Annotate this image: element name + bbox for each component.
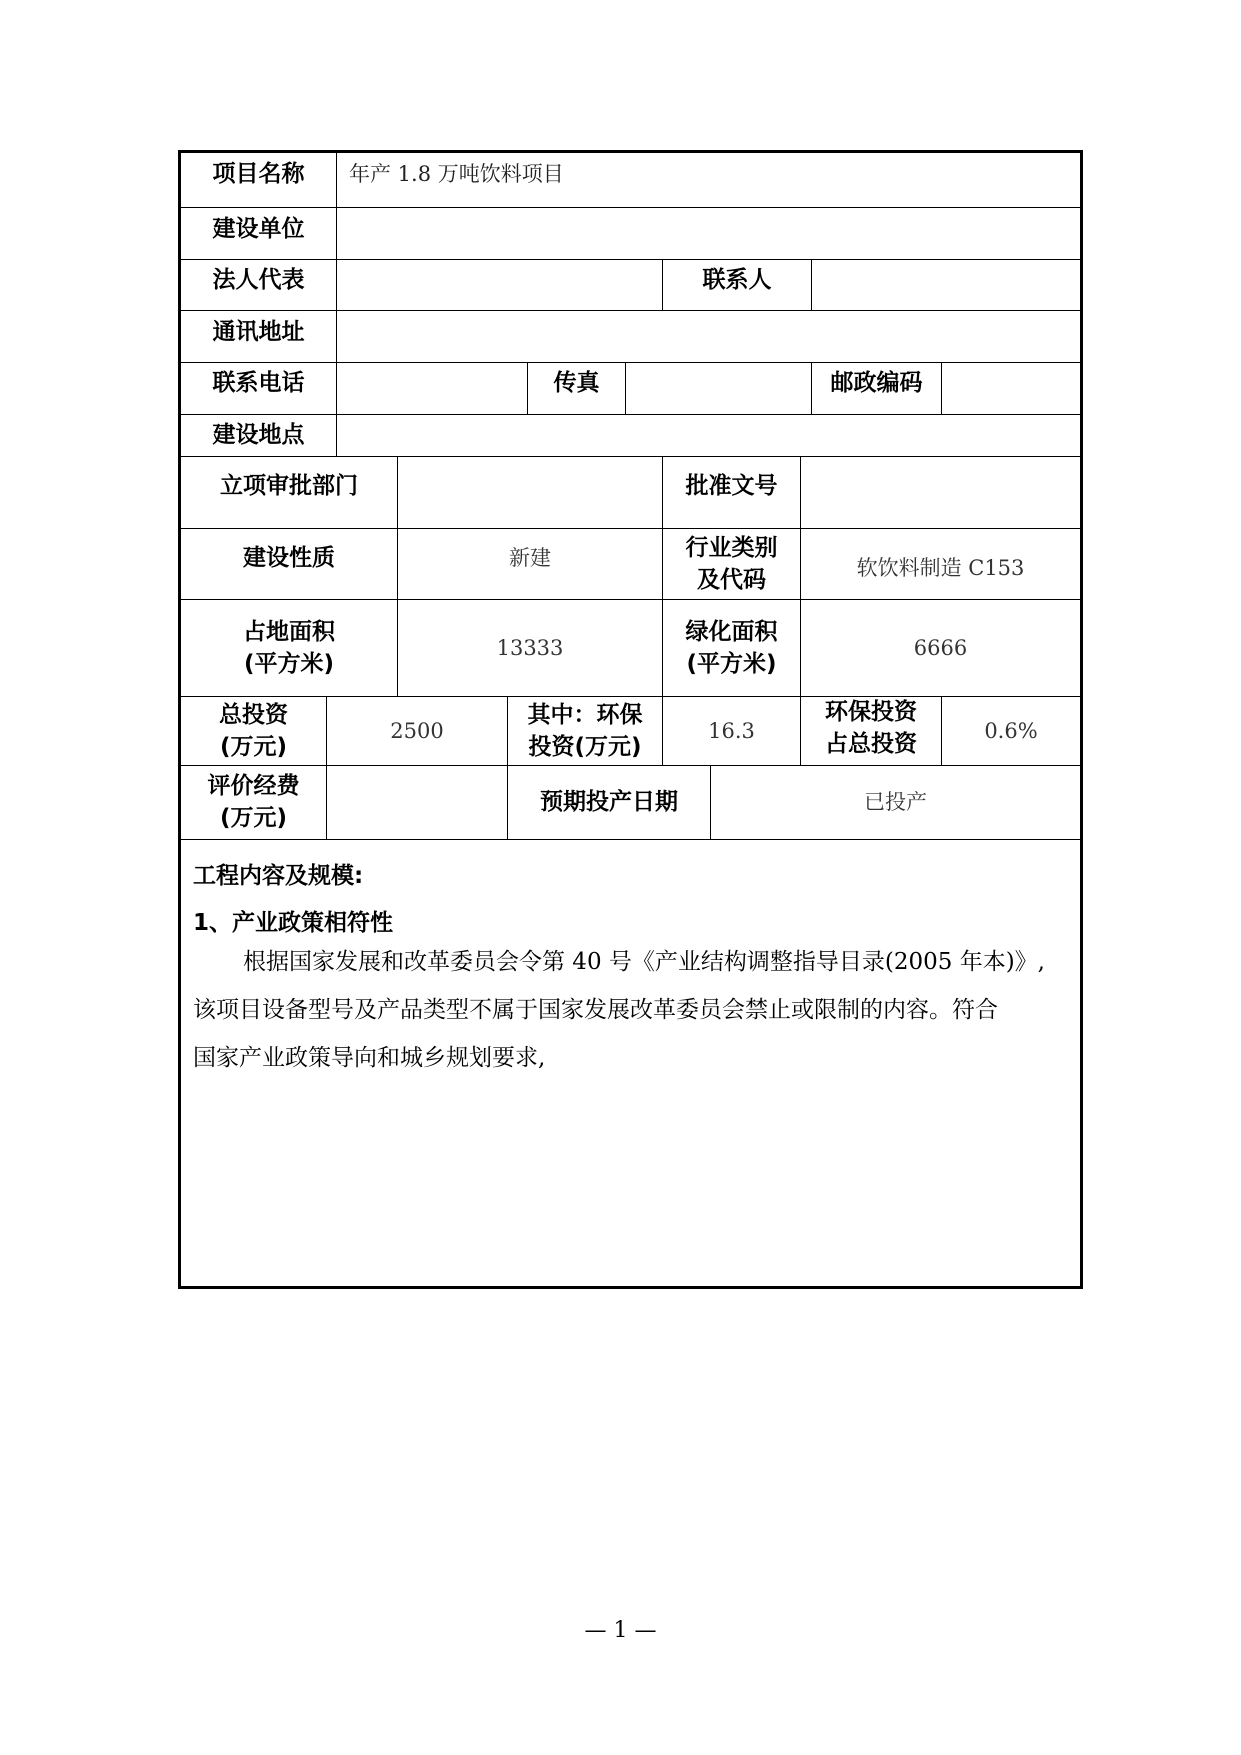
env-invest-label-line2: 投资(万元) xyxy=(528,733,642,760)
expected-date-value: 已投产 xyxy=(864,790,927,814)
section1-title: 1、产业政策相符性 xyxy=(193,910,394,936)
env-ratio-value: 0.6% xyxy=(984,718,1038,743)
env-invest-label xyxy=(508,696,662,765)
para-line-3: 国家产业政策导向和城乡规划要求, xyxy=(193,1045,546,1071)
para-line-2: 该项目设备型号及产品类型不属于国家发展改革委员会禁止或限制的内容。符合 xyxy=(193,997,998,1023)
postcode-label: 邮政编码 xyxy=(830,370,923,396)
total-invest-label xyxy=(181,696,326,765)
total-invest-value: 2500 xyxy=(390,718,444,743)
land-area-label xyxy=(181,599,397,696)
builder-label: 建设单位 xyxy=(212,216,305,242)
env-invest-label-line1: 其中：环保 xyxy=(527,701,643,728)
approval-dept-value xyxy=(398,456,662,528)
industry-label-line2: 及代码 xyxy=(697,566,766,593)
phone-label: 联系电话 xyxy=(212,370,305,396)
fax-value xyxy=(626,362,811,414)
land-area-value: 13333 xyxy=(496,635,564,660)
expected-date-label: 预期投产日期 xyxy=(540,789,678,815)
industry-label-line1: 行业类别 xyxy=(685,534,778,561)
project-info-form xyxy=(178,150,1083,1289)
total-invest-label-line2: (万元) xyxy=(219,733,288,760)
env-ratio-label xyxy=(801,696,941,760)
approval-dept-label: 立项审批部门 xyxy=(220,473,358,499)
green-area-value: 6666 xyxy=(913,635,968,660)
content-heading: 工程内容及规模: xyxy=(193,863,364,889)
site-label: 建设地点 xyxy=(212,422,305,448)
page-number: — 1 — xyxy=(584,1618,657,1643)
nature-value: 新建 xyxy=(509,546,551,570)
green-area-label-line2: (平方米) xyxy=(686,650,777,677)
site-value xyxy=(349,414,1069,456)
legal-rep-value xyxy=(337,259,662,310)
eval-fee-value xyxy=(327,765,507,839)
para-line-1: 根据国家发展和改革委员会令第 40 号《产业结构调整指导目录(2005 年本)》, xyxy=(243,949,1045,975)
land-area-label-line1: 占地面积 xyxy=(243,618,335,645)
postcode-value xyxy=(942,362,1080,414)
env-invest-value: 16.3 xyxy=(708,718,755,743)
env-ratio-label-line1: 环保投资 xyxy=(825,699,917,725)
green-area-label-line1: 绿化面积 xyxy=(685,618,778,645)
env-ratio-label-line2: 占总投资 xyxy=(825,731,917,757)
approval-no-value xyxy=(801,456,1080,528)
land-area-label-line2: (平方米) xyxy=(243,650,335,677)
eval-fee-label xyxy=(181,765,326,839)
address-label: 通讯地址 xyxy=(212,319,305,345)
contact-value xyxy=(812,259,1080,310)
row-divider xyxy=(181,839,1080,840)
phone-value xyxy=(337,362,527,414)
industry-value: 软饮料制造 C153 xyxy=(856,555,1025,580)
fax-label: 传真 xyxy=(553,370,600,396)
legal-rep-label: 法人代表 xyxy=(212,267,305,293)
eval-fee-label-line2: (万元) xyxy=(219,805,288,831)
project-name-label: 项目名称 xyxy=(212,161,305,187)
project-name-value: 年产 1.8 万吨饮料项目 xyxy=(349,162,564,186)
industry-label xyxy=(663,528,800,599)
builder-value xyxy=(349,207,1069,259)
address-value xyxy=(349,310,1069,362)
nature-label: 建设性质 xyxy=(243,545,335,571)
contact-label: 联系人 xyxy=(702,267,772,293)
approval-no-label: 批准文号 xyxy=(685,473,778,499)
eval-fee-label-line1: 评价经费 xyxy=(207,773,300,799)
green-area-label xyxy=(663,599,800,696)
total-invest-label-line1: 总投资 xyxy=(219,701,288,728)
